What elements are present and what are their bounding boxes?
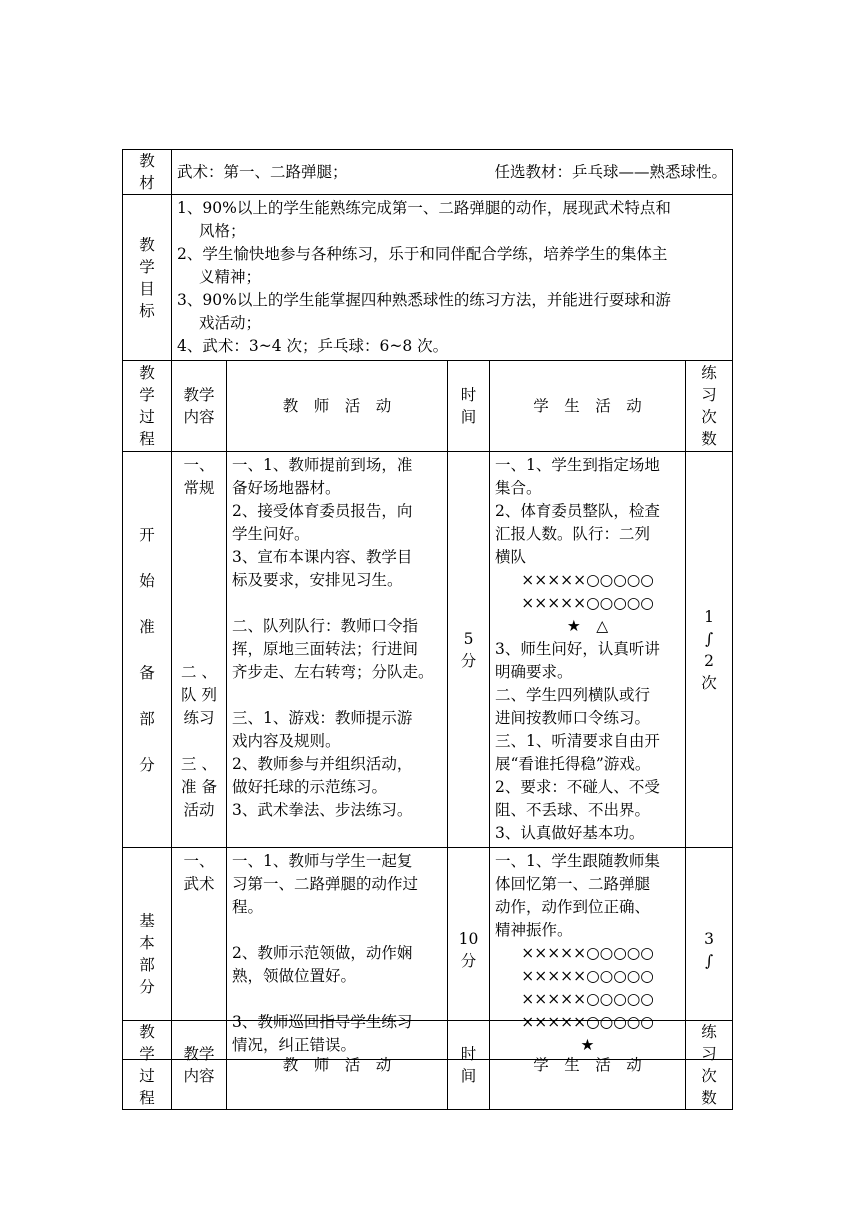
- materials-row: [123, 150, 733, 195]
- objective-line: 1、90%以上的学生能熟练完成第一、二路弹腿的动作，展现武术特点和: [177, 199, 671, 217]
- required-material: 武术：第一、二路弹腿；: [177, 162, 348, 181]
- teacher-activity-line: 2、教师示范领做，动作娴: [232, 944, 413, 962]
- content-line: 准 备: [181, 778, 217, 796]
- student-activity-line: 动作，动作到位正确、: [495, 898, 651, 916]
- content-line: 武术: [183, 875, 215, 893]
- basic-time-cell: 10 分: [448, 848, 490, 1060]
- student-activity-line: ×××××○○○○○: [521, 571, 654, 589]
- start-teacher-cell: [227, 452, 448, 848]
- header-reps: 练 习 次 数: [686, 1021, 733, 1110]
- teacher-activity-line: [232, 988, 442, 1011]
- header-content: 教学 内容: [172, 1021, 227, 1110]
- teacher-activity-line: 3、武术拳法、步法练习。: [232, 801, 413, 819]
- student-activity-line: 汇报人数。队行：二列: [495, 525, 651, 543]
- student-activity-line: ×××××○○○○○: [521, 990, 654, 1008]
- basic-section-label: 基 本 部 分: [123, 848, 172, 1060]
- teacher-activity-line: 备好场地器材。: [232, 479, 341, 497]
- objective-line: 2、学生愉快地参与各种练习，乐于和同伴配合学练，培养学生的集体主: [177, 245, 668, 263]
- start-reps-cell: 1 ∫ 2 次: [686, 452, 733, 848]
- section-label-char: 始: [139, 571, 155, 590]
- content-line: [172, 569, 226, 592]
- teacher-activity-line: 二、队列队行：教师口令指: [232, 617, 419, 635]
- objective-line: 3、90%以上的学生能掌握四种熟悉球性的练习方法，并能进行耍球和游: [177, 291, 671, 309]
- student-activity-line: 一、1、学生跟随教师集: [495, 852, 660, 870]
- teacher-activity-line: 3、宣布本课内容、教学目: [232, 548, 413, 566]
- teacher-activity-line: 3、教师巡回指导学生练习: [232, 1013, 413, 1031]
- content-line: [172, 615, 226, 638]
- header-student: 学 生 活 动: [490, 361, 686, 452]
- header-teacher: 教 师 活 动: [227, 361, 448, 452]
- content-line: [172, 500, 226, 523]
- start-section-label: [123, 452, 172, 848]
- start-section-row: [123, 452, 733, 848]
- student-activity-line: 2、要求：不碰人、不受: [495, 778, 660, 796]
- content-line: 活动: [183, 801, 215, 819]
- optional-material: 任选教材：乒乓球——熟悉球性。: [494, 162, 728, 181]
- content-line: 一、: [183, 456, 215, 474]
- start-content-cell: [172, 452, 227, 848]
- header-row: [123, 361, 733, 452]
- objective-line: 戏活动；: [199, 314, 262, 332]
- content-line: [172, 546, 226, 569]
- student-activity-line: 阻、不丢球、不出界。: [495, 801, 651, 819]
- section-label-char: 部: [139, 709, 155, 728]
- student-activity-line: 横队: [495, 548, 527, 566]
- student-activity-line: 2、体育委员整队，检查: [495, 502, 660, 520]
- teacher-activity-line: 学生问好。: [232, 525, 310, 543]
- content-line: [172, 523, 226, 546]
- student-activity-line: 进间按教师口令练习。: [495, 709, 651, 727]
- student-activity-line: 精神振作。: [495, 921, 573, 939]
- student-activity-line: 体回忆第一、二路弹腿: [495, 875, 651, 893]
- teacher-activity-line: [232, 684, 442, 707]
- teacher-activity-line: 挥，原地三面转法；行进间: [232, 640, 419, 658]
- teacher-activity-line: 一、1、教师与学生一起复: [232, 852, 413, 870]
- content-line: 三 、: [181, 755, 217, 773]
- content-line: 常规: [183, 479, 215, 497]
- lesson-plan-table: [122, 149, 733, 1060]
- teacher-activity-line: 2、接受体育委员报告，向: [232, 502, 413, 520]
- header-teacher: 教 师 活 动: [227, 1021, 448, 1110]
- header-process: 教 学 过 程: [123, 1021, 172, 1110]
- basic-reps-cell: 3 ∫: [686, 848, 733, 1060]
- start-time-cell: 5 分: [448, 452, 490, 848]
- content-line: 二 、: [181, 663, 217, 681]
- materials-cell: [172, 150, 733, 195]
- start-student-cell: [490, 452, 686, 848]
- student-activity-line: 明确要求。: [495, 663, 573, 681]
- student-activity-line: 二、学生四列横队或行: [495, 686, 651, 704]
- teacher-activity-line: 戏内容及规则。: [232, 732, 341, 750]
- lesson-plan-table-continued: [122, 1020, 733, 1110]
- teacher-activity-line: 一、1、教师提前到场，准: [232, 456, 413, 474]
- teacher-activity-line: [232, 919, 442, 942]
- header-process: 教 学 过 程: [123, 361, 172, 452]
- student-activity-line: 展“看谁托得稳”游戏。: [495, 755, 651, 773]
- header-row-2: [123, 1021, 733, 1110]
- teacher-activity-line: 程。: [232, 898, 264, 916]
- teacher-activity-line: 熟，领做位置好。: [232, 967, 357, 985]
- content-line: 一、: [183, 852, 215, 870]
- objectives-list: [172, 195, 733, 361]
- student-activity-line: ×××××○○○○○: [521, 944, 654, 962]
- teacher-activity-line: 情况，纠正错误。: [232, 1036, 357, 1054]
- content-line: [172, 592, 226, 615]
- content-line: [172, 730, 226, 753]
- section-label-char: 准: [139, 617, 155, 636]
- content-line: [172, 638, 226, 661]
- student-activity-line: 三、1、听清要求自由开: [495, 732, 660, 750]
- student-activity-line: ×××××○○○○○: [521, 594, 654, 612]
- student-activity-line: 3、认真做好基本功。: [495, 824, 645, 842]
- teacher-activity-line: 齐步走、左右转弯；分队走。: [232, 663, 434, 681]
- student-activity-line: 一、1、学生到指定场地: [495, 456, 660, 474]
- student-activity-line: 集合。: [495, 479, 542, 497]
- section-label-char: 开: [139, 525, 155, 544]
- student-activity-line: ×××××○○○○○: [521, 967, 654, 985]
- teacher-activity-line: 2、教师参与并组织活动，: [232, 755, 413, 773]
- objective-line: 4、武术：3~4 次；乒乓球：6~8 次。: [177, 337, 449, 355]
- section-label-char: 分: [139, 755, 155, 774]
- header-student: 学 生 活 动: [490, 1021, 686, 1110]
- objective-line: 义精神；: [199, 268, 262, 286]
- teacher-activity-line: 做好托球的示范练习。: [232, 778, 388, 796]
- teacher-activity-line: 标及要求，安排见习生。: [232, 571, 403, 589]
- teacher-activity-line: 习第一、二路弹腿的动作过: [232, 875, 419, 893]
- student-activity-line: ★ △: [566, 617, 609, 635]
- teacher-activity-line: [232, 592, 442, 615]
- student-activity-line: ×××××○○○○○: [521, 1013, 654, 1031]
- materials-label: 教 材: [123, 150, 172, 195]
- objectives-row: [123, 195, 733, 361]
- section-label-char: 备: [139, 663, 155, 682]
- teacher-activity-line: 三、1、游戏：教师提示游: [232, 709, 413, 727]
- header-time: 时 间: [448, 1021, 490, 1110]
- header-reps: 练 习 次 数: [686, 361, 733, 452]
- student-activity-line: ★: [580, 1036, 595, 1054]
- objective-line: 风格；: [199, 222, 246, 240]
- content-line: 练习: [183, 709, 215, 727]
- header-time: 时 间: [448, 361, 490, 452]
- content-line: 队 列: [181, 686, 217, 704]
- objectives-label: 教 学 目 标: [123, 195, 172, 361]
- header-content: 教学 内容: [172, 361, 227, 452]
- student-activity-line: 3、师生问好，认真听讲: [495, 640, 660, 658]
